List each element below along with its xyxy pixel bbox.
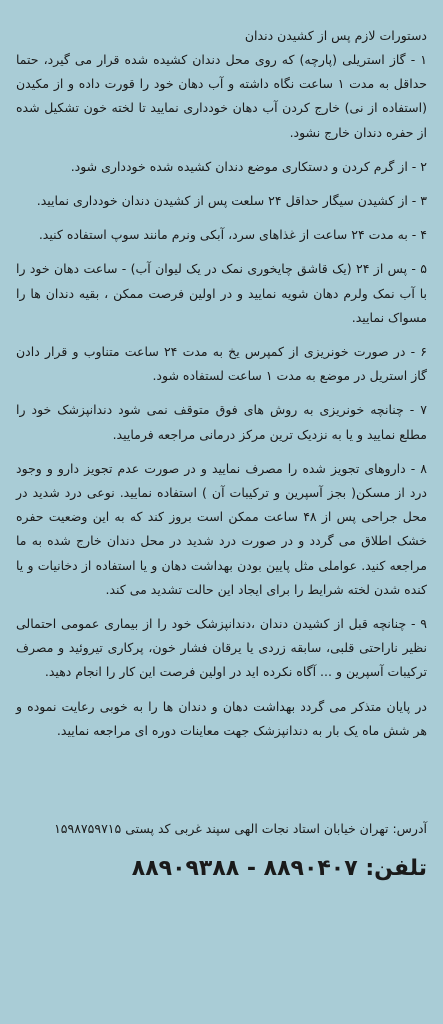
instruction-item-8: ۸ - داروهای تجویز شده را مصرف نمایید و در صورت عدم تجویز دارو و وجود درد از مسکن( بجز آسپرین و ترکیبات آن ) استفاده نمایید. نوعی درد شدید در محل جراحی پس از ۴۸ ساعت ممکن است بروز کند که به این وضعیت حفره خشک اطلاق می گردد و در صورت درد شدید در محل دندان خارج شده به ما مراجعه کنید. عواملی مثل پایین بودن بهداشت دهان و یا استفاده از دخانیات و یا کنده شدن لخته شرایط را برای ایجاد این حالت تشدید می کند. — [16, 460, 427, 597]
instruction-item-9: ۹ - چنانچه قبل از کشیدن دندان ،دندانپزشک خود را از بیماری عمومی احتمالی نظیر ناراحتی قلبی، سابقه زردی یا یرقان فشار خون، پرکاری تیروئید و مصرف ترکیبات آسپرین و ... آگاه نکرده اید در اولین فرصت این کار را انجام دهید. — [16, 616, 427, 680]
instruction-item-6: ۶ - در صورت خونریزی از کمپرس یخ به مدت ۲۴ ساعت متناوب و قرار دادن گاز استریل در موضع به مدت ۱ ساعت لستفاده شود. — [16, 344, 427, 384]
instruction-list — [16, 48, 427, 743]
instruction-item-2: ۲ - از گرم کردن و دستکاری موضع دندان کشیده شده خودداری شود. — [70, 158, 427, 174]
address-line: آدرس: تهران خیابان استاد نجات الهی سپند غربی کد پستی ۱۵۹۸۷۵۹۷۱۵ — [54, 821, 427, 836]
phone-numbers: تلفن: ۸۸۹۰۴۰۷ - ۸۸۹۰۹۳۸۸ — [131, 856, 427, 881]
instruction-item-4: ۴ - به مدت ۲۴ ساعت از غذاهای سرد، آبکی ونرم مانند سوپ استفاده کنید. — [38, 227, 427, 243]
instruction-item-7: ۷ - چنانچه خونریزی به روش های فوق متوقف نمی شود دندانپزشک خود را مطلع نمایید و یا به نزدیک ترین مرکز درمانی مراجعه فرمایید. — [16, 402, 427, 442]
instruction-item-3: ۳ - از کشیدن سیگار حداقل ۲۴ سلعت پس از کشیدن دندان خودداری نمایید. — [36, 193, 427, 209]
closing-note: در پایان متذکر می گردد بهداشت دهان و دندان ها را به خوبی رعایت نموده و هر شش ماه یک بار به دندانپزشک جهت معاینات دوره ای مراجعه نمایید. — [16, 698, 427, 738]
instruction-item-1: ۱ - گاز استریلی (پارچه) که روی محل دندان کشیده شده قرار می گیرد، حتما حداقل به مدت ۱ ساعت نگاه داشته و آب دهان خود را قورت داده و از مکیدن (استفاده از نی) خارج کردن آب دهان خودداری نمایید تا لخته خون تشکیل شده از حفره دندان خارج نشود. — [16, 52, 427, 140]
page-title: دستورات لازم پس از کشیدن دندان — [244, 28, 427, 43]
instruction-item-5: ۵ - پس از ۲۴ (یک قاشق چایخوری نمک در یک لیوان آب) - ساعت دهان خود را با آب نمک ولرم دهان شویه نمایید و در اولین فرصت ممکن ، بقیه دندان ها را مسواک نمایید. — [16, 261, 427, 325]
